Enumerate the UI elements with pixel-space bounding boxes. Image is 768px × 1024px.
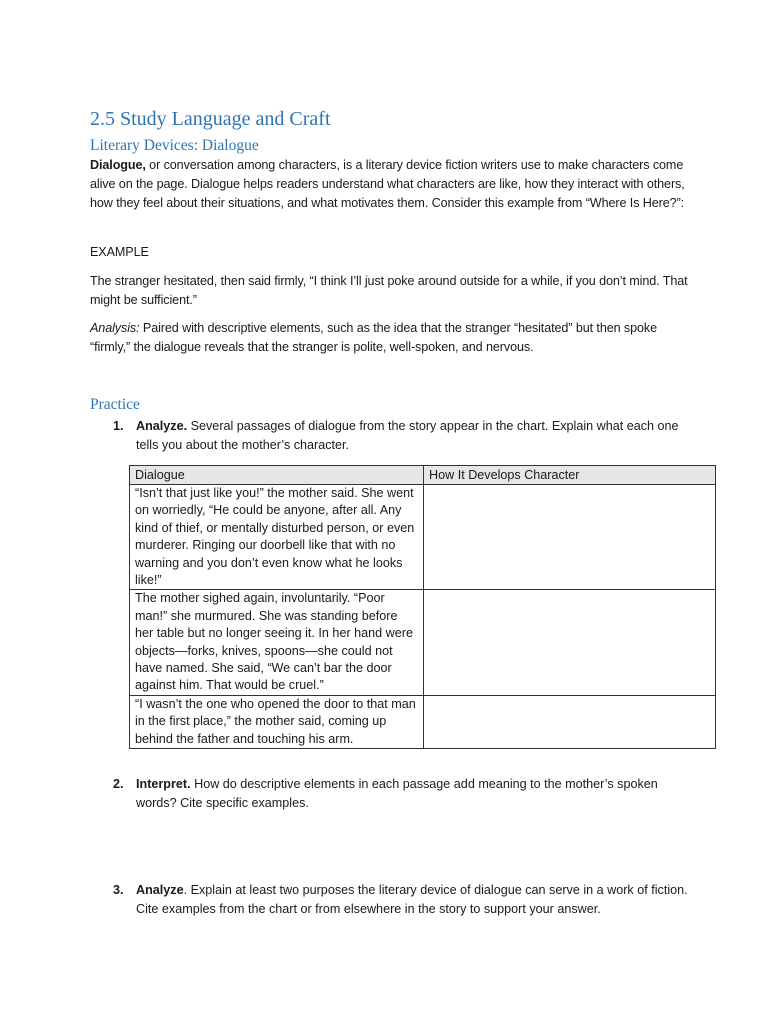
analysis-label: Analysis: [90,321,140,335]
page-title: 2.5 Study Language and Craft [90,108,331,130]
question-number: 1. [113,419,124,433]
response-cell[interactable] [424,695,716,748]
table-row [130,590,716,695]
table-row [130,695,716,748]
section-subtitle: Literary Devices: Dialogue [90,137,259,154]
question-label: Analyze. [136,419,188,433]
intro-term: Dialogue, [90,158,146,172]
question-2 [113,775,688,813]
question-number: 3. [113,883,124,897]
practice-heading: Practice [90,396,140,413]
example-text: The stranger hesitated, then said firmly, “I think I’ll just poke around outside for a while, if you don’t mind. That might be sufficient.” [90,274,688,307]
question-number: 2. [113,777,124,791]
intro-text: or conversation among characters, is a literary device fiction writers use to make characters come alive on the page. Dialogue helps readers understand what characters are like, how they interact with others, how they feel about their situations, and what motivates them. Consider this example from “Where Is Here?”: [90,158,685,210]
dialogue-cell: The mother sighed again, involuntarily. “Poor man!” she murmured. She was standing before her table but no longer seeing it. In her hand were objects—forks, knives, spoons—she could not have named. She said, “We can’t bar the door against him. That would be cruel.” [130,590,424,695]
column-header-character: How It Develops Character [424,466,716,485]
dialogue-table [129,465,716,749]
analysis-paragraph [90,319,690,357]
response-cell[interactable] [424,590,716,695]
table-row [130,485,716,590]
dialogue-cell: “I wasn’t the one who opened the door to that man in the first place,” the mother said, coming up behind the father and touching his arm. [130,695,424,748]
question-label: Analyze [136,883,184,897]
question-text: How do descriptive elements in each passage add meaning to the mother’s spoken words? Cite specific examples. [136,777,658,810]
question-3 [113,881,688,919]
example-label: EXAMPLE [90,245,149,259]
question-1 [113,417,688,455]
intro-paragraph [90,156,690,213]
question-label: Interpret. [136,777,191,791]
column-header-dialogue: Dialogue [130,466,424,485]
analysis-text: Paired with descriptive elements, such as the idea that the stranger “hesitated” but then spoke “firmly,” the dialogue reveals that the stranger is polite, well-spoken, and nervous. [90,321,658,354]
question-text: Several passages of dialogue from the story appear in the chart. Explain what each one tells you about the mother’s character. [136,419,679,452]
dialogue-cell: “Isn’t that just like you!” the mother said. She went on worriedly, “He could be anyone, after all. Any kind of thief, or mentally disturbed person, or even murderer. Ringing our doorbell like that with no warning and you don’t even know what he looks like!” [130,485,424,590]
question-text: . Explain at least two purposes the literary device of dialogue can serve in a work of fiction. Cite examples from the chart or from elsewhere in the story to support your answer. [136,883,688,916]
table-header-row [130,466,716,485]
response-cell[interactable] [424,485,716,590]
